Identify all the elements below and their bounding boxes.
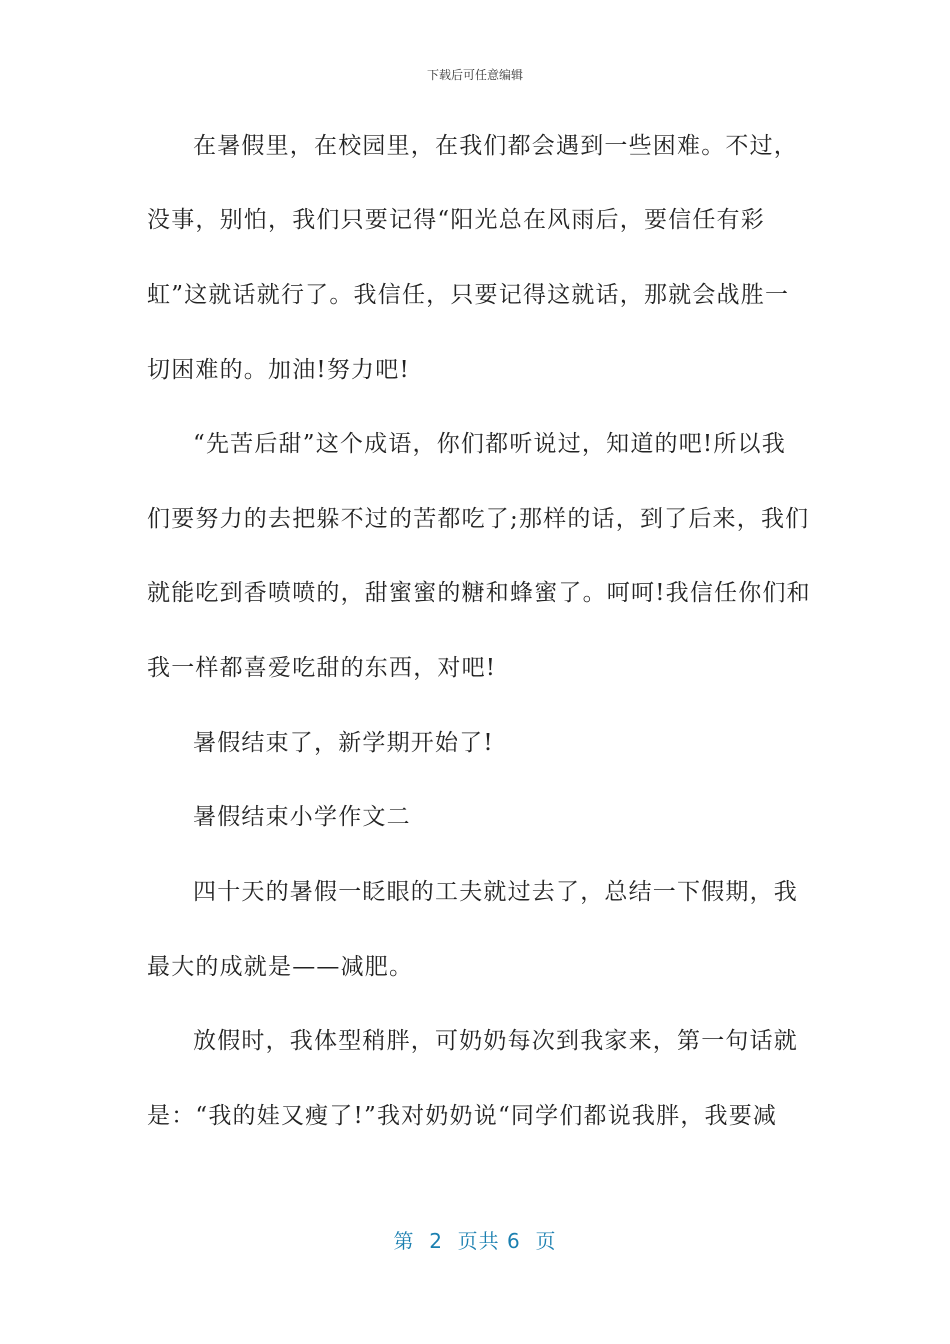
text-line: 虹”这就话就行了。我信任，只要记得这就话，那就会战胜一 bbox=[147, 282, 790, 308]
text-line: “先苦后甜”这个成语，你们都听说过，知道的吧!所以我 bbox=[193, 431, 786, 457]
text-line: 在暑假里，在校园里，在我们都会遇到一些困难。不过， bbox=[193, 133, 798, 159]
text-line: 没事，别怕，我们只要记得“阳光总在风雨后，要信任有彩 bbox=[147, 207, 765, 233]
text-line: 暑假结束了，新学期开始了! bbox=[193, 730, 494, 756]
text-line: 们要努力的去把躲不过的苦都吃了;那样的话，到了后来，我们 bbox=[147, 506, 810, 532]
text-line: 四十天的暑假一眨眼的工夫就过去了，总结一下假期，我 bbox=[193, 879, 798, 905]
text-line: 是：“我的娃又瘦了!”我对奶奶说“同学们都说我胖，我要减 bbox=[147, 1103, 778, 1129]
text-line: 最大的成就是——减肥。 bbox=[147, 954, 414, 980]
text-line: 放假时，我体型稍胖，可奶奶每次到我家来，第一句话就 bbox=[193, 1028, 798, 1054]
text-line: 就能吃到香喷喷的，甜蜜蜜的糖和蜂蜜了。呵呵!我信任你们和 bbox=[147, 580, 811, 606]
page-number: 第 2 页共 6 页 bbox=[393, 1229, 557, 1253]
section-heading: 暑假结束小学作文二 bbox=[193, 804, 411, 830]
header-note: 下载后可任意编辑 bbox=[426, 68, 523, 82]
text-line: 切困难的。加油!努力吧! bbox=[147, 357, 410, 383]
text-line: 我一样都喜爱吃甜的东西，对吧! bbox=[147, 655, 497, 681]
